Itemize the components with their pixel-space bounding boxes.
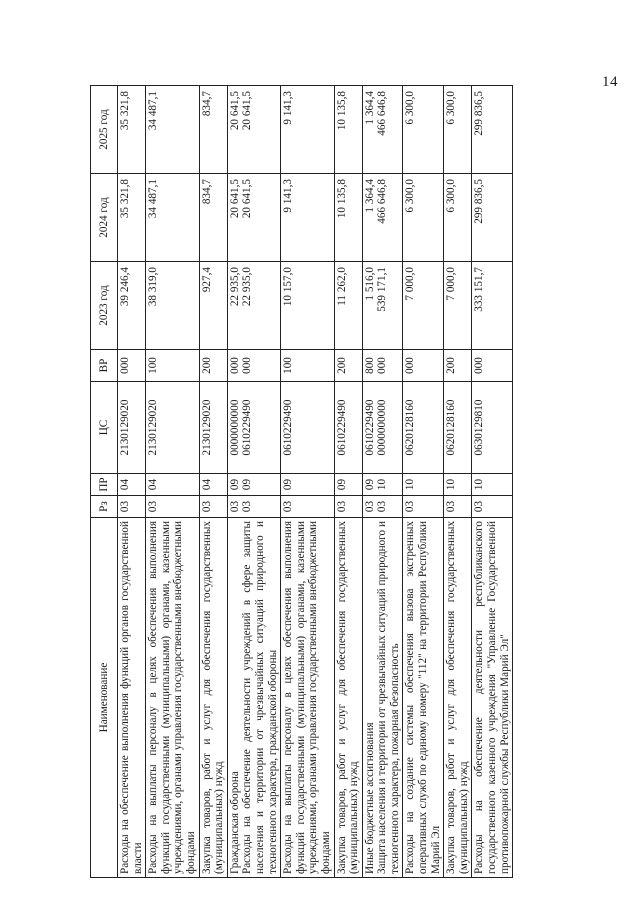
row-2023: 39 246,4 [118, 262, 146, 350]
row-pr-secondary: 10 [376, 478, 389, 491]
row-2024-secondary: 20 641,5 [241, 179, 254, 219]
header-2023: 2023 год [91, 262, 118, 350]
row-2025: 35 321,8 [118, 86, 146, 174]
row-2024-secondary: 466 646,8 [376, 179, 389, 224]
row-vr: 200 [444, 350, 472, 382]
row-name: Расходы на обеспечение выполнения функций органов государственной власти [118, 518, 146, 878]
row-vr: 200 [199, 350, 227, 382]
row-pr: 09 [363, 478, 376, 491]
row-2023-secondary: 22 935,0 [241, 267, 254, 307]
row-rz: 03 [281, 496, 334, 518]
row-2023: 927,4 [199, 262, 227, 350]
row-cs: 2130129020 [146, 382, 199, 474]
row-rz: 03 [228, 500, 241, 513]
row-pr: 10 [403, 474, 444, 496]
row-2023: 7 000,0 [403, 262, 444, 350]
row-cs: 0610229490 [281, 382, 334, 474]
row-2025: 6 300,0 [403, 86, 444, 174]
table-header-row [91, 86, 118, 878]
row-2024: 299 836,5 [472, 174, 513, 262]
row-2024: 10 135,8 [334, 174, 362, 262]
row-pr-secondary: 09 [241, 478, 254, 491]
row-vr: 100 [146, 350, 199, 382]
row-2025-secondary: 466 646,8 [376, 91, 389, 136]
table-row [472, 86, 513, 878]
row-rz: 03 [146, 496, 199, 518]
header-2025: 2025 год [91, 86, 118, 174]
rotated-table-container [90, 88, 633, 878]
row-2024: 35 321,8 [118, 174, 146, 262]
row-vr-secondary: 000 [241, 357, 254, 374]
row-name: Расходы на выплаты персоналу в целях обеспечения выполнения функций государственными (муниципальными) органами, казенными учреждениями, органами управления государственными внебюджетными фондами [281, 518, 334, 878]
row-vr: 800 [363, 357, 376, 374]
row-2023: 22 935,0 [228, 267, 241, 307]
row-2024: 9 141,3 [281, 174, 334, 262]
row-2023: 333 151,7 [472, 262, 513, 350]
row-vr: 100 [281, 350, 334, 382]
row-vr: 000 [403, 350, 444, 382]
row-rz: 03 [472, 496, 513, 518]
row-cs: 0610229490 [363, 399, 376, 456]
row-rz: 03 [363, 500, 376, 513]
row-name: Иные бюджетные ассигнования [363, 722, 376, 874]
header-name: Наименование [91, 518, 118, 878]
budget-table [90, 85, 513, 878]
row-rz: 03 [334, 496, 362, 518]
row-name: Гражданская оборона [228, 771, 241, 874]
row-vr-secondary: 000 [376, 357, 389, 374]
row-2025: 1 364,4 [363, 91, 376, 125]
row-2025: 20 641,5 [228, 91, 241, 131]
row-2024: 6 300,0 [444, 174, 472, 262]
header-rz: Рз [91, 496, 118, 518]
row-vr: 000 [118, 350, 146, 382]
row-name: Расходы на выплаты персоналу в целях обеспечения выполнения функций государственными (муниципальными) органами, казенными учреждениями, органами управления государственными внебюджетными фондами [146, 518, 199, 878]
row-name-secondary: Защита населения и территории от чрезвычайных ситуаций природного и техногенного характера, пожарная безопасность [376, 521, 401, 874]
row-name: Закупка товаров, работ и услуг для обеспечения государственных (муниципальных) нужд [199, 518, 227, 878]
row-name: Закупка товаров, работ и услуг для обеспечения государственных (муниципальных) нужд [334, 518, 362, 878]
table-row [362, 86, 403, 878]
row-name: Закупка товаров, работ и услуг для обеспечения государственных (муниципальных) нужд [444, 518, 472, 878]
row-2025: 9 141,3 [281, 86, 334, 174]
row-cs: 2130129020 [118, 382, 146, 474]
row-cs: 0620128160 [444, 382, 472, 474]
row-rz: 03 [444, 496, 472, 518]
row-pr: 04 [199, 474, 227, 496]
row-2023: 11 262,0 [334, 262, 362, 350]
row-pr: 10 [444, 474, 472, 496]
row-2025: 34 487,1 [146, 86, 199, 174]
row-vr: 000 [472, 350, 513, 382]
row-2024: 1 364,4 [363, 179, 376, 213]
row-2023: 1 516,0 [363, 267, 376, 301]
row-cs: 0000000000 [228, 399, 241, 456]
row-name: Расходы на обеспечение деятельности республиканского государственного казенного учреждения "Управление Государственной противопожарной службы Республики Марий Эл" [472, 518, 513, 878]
row-pr: 09 [334, 474, 362, 496]
row-2024: 34 487,1 [146, 174, 199, 262]
row-pr: 10 [472, 474, 513, 496]
table-row [334, 86, 362, 878]
row-2025: 6 300,0 [444, 86, 472, 174]
header-cs: ЦС [91, 382, 118, 474]
row-cs: 0630129810 [472, 382, 513, 474]
header-2024: 2024 год [91, 174, 118, 262]
row-rz: 03 [118, 496, 146, 518]
header-pr: ПР [91, 474, 118, 496]
row-2024: 20 641,5 [228, 179, 241, 219]
table-row [199, 86, 227, 878]
row-vr: 200 [334, 350, 362, 382]
row-vr: 000 [228, 357, 241, 374]
table-row [444, 86, 472, 878]
row-pr: 04 [146, 474, 199, 496]
row-cs: 2130129020 [199, 382, 227, 474]
row-cs: 0610229490 [334, 382, 362, 474]
row-2023: 10 157,0 [281, 262, 334, 350]
row-2024: 6 300,0 [403, 174, 444, 262]
page-number: 14 [602, 74, 618, 90]
row-2025-secondary: 20 641,5 [241, 91, 254, 131]
row-2023: 38 319,0 [146, 262, 199, 350]
table-row [281, 86, 334, 878]
row-2024: 834,7 [199, 174, 227, 262]
table-row [227, 86, 280, 878]
row-rz-secondary: 03 [241, 500, 254, 513]
row-pr: 09 [281, 474, 334, 496]
row-2025: 10 135,8 [334, 86, 362, 174]
row-pr: 09 [228, 478, 241, 491]
row-rz: 03 [199, 496, 227, 518]
row-name: Расходы на создание системы обеспечения вызова экстренных оперативных служб по единому номеру "112" на территории Республики Марий Эл [403, 518, 444, 878]
header-vr: ВР [91, 350, 118, 382]
row-2025: 299 836,5 [472, 86, 513, 174]
table-row [146, 86, 199, 878]
row-pr: 04 [118, 474, 146, 496]
row-name-secondary: Расходы на обеспечение деятельности учреждений в сфере защиты населения и территории от чрезвычайных ситуаций природного и техногенного характера, гражданской обороны [241, 521, 279, 874]
row-rz: 03 [403, 496, 444, 518]
row-2023-secondary: 539 171,1 [376, 267, 389, 312]
row-cs: 0620128160 [403, 382, 444, 474]
row-2023: 7 000,0 [444, 262, 472, 350]
row-cs-secondary: 0000000000 [376, 399, 389, 456]
table-row [118, 86, 146, 878]
row-2025: 834,7 [199, 86, 227, 174]
row-cs-secondary: 0610229490 [241, 399, 254, 456]
table-row [403, 86, 444, 878]
row-rz-secondary: 03 [376, 500, 389, 513]
